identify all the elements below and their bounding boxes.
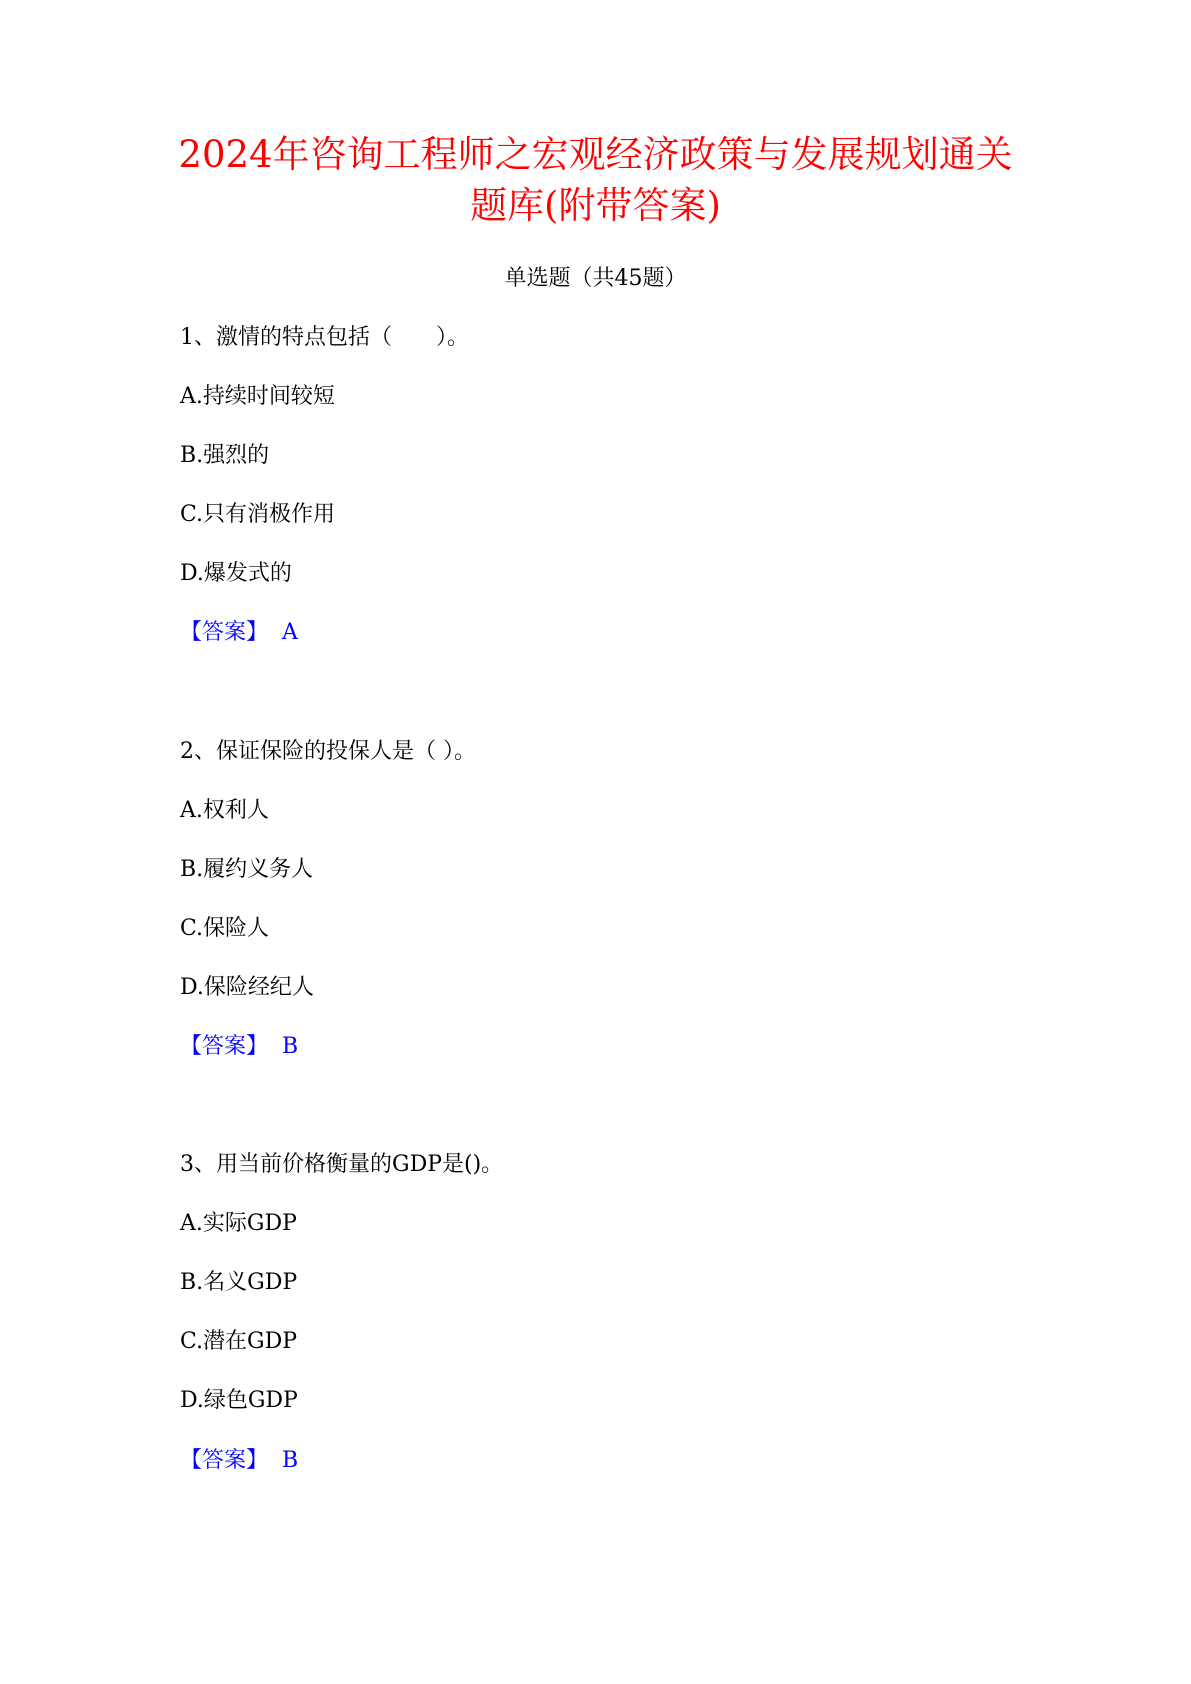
- question-3-option-d: D.绿色GDP: [180, 1388, 298, 1413]
- question-2-option-a: A.权利人: [180, 798, 269, 823]
- question-2-option-c: C.保险人: [180, 916, 270, 941]
- question-2-option-d: D.保险经纪人: [180, 975, 314, 1000]
- question-1-answer: [180, 618, 298, 648]
- section-heading: 单选题（共45题）: [504, 266, 687, 291]
- answer-label: 【答案】: [180, 620, 269, 645]
- question-2-stem: 2、保证保险的投保人是（ ）。: [180, 739, 476, 764]
- question-1-option-d: D.爆发式的: [180, 561, 292, 586]
- question-1-option-a: A.持续时间较短: [180, 384, 335, 409]
- question-3-option-c: C.潜在GDP: [180, 1329, 298, 1354]
- question-1-option-c: C.只有消极作用: [180, 502, 336, 527]
- question-1-option-b: B.强烈的: [180, 443, 270, 468]
- document-title-line-1: 2024年咨询工程师之宏观经济政策与发展规划通关: [178, 133, 1013, 176]
- question-3-stem: 3、用当前价格衡量的GDP是()。: [180, 1152, 504, 1177]
- answer-label: 【答案】: [180, 1034, 269, 1059]
- document-title-line-2: 题库(附带答案): [470, 184, 721, 227]
- answer-label: 【答案】: [180, 1448, 269, 1473]
- answer-value: B: [282, 1034, 299, 1059]
- question-2-option-b: B.履约义务人: [180, 857, 314, 882]
- answer-value: B: [282, 1448, 299, 1473]
- question-3-option-b: B.名义GDP: [180, 1270, 298, 1295]
- question-3-option-a: A.实际GDP: [180, 1211, 297, 1236]
- question-3-answer: [180, 1446, 298, 1476]
- question-1-stem: 1、激情的特点包括（ ）。: [180, 325, 469, 350]
- answer-value: A: [282, 620, 298, 645]
- question-2-answer: [180, 1032, 298, 1062]
